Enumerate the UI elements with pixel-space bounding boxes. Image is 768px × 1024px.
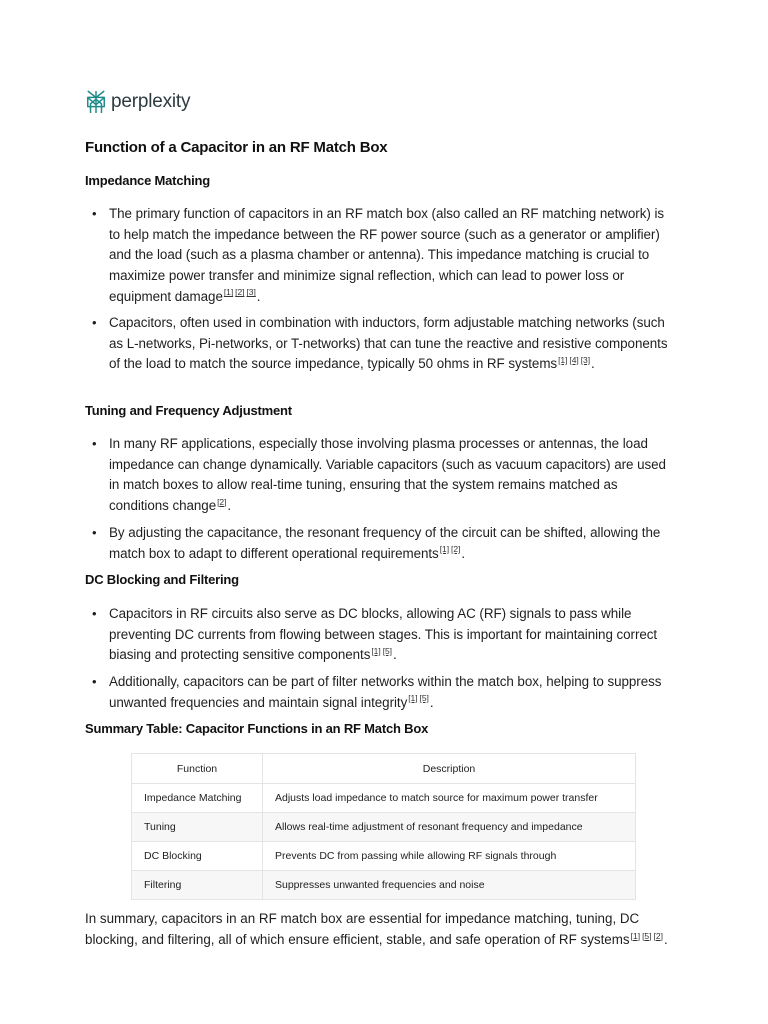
- citation-link[interactable]: [1]: [558, 354, 568, 365]
- list-item: • In many RF applications, especially those involving plasma processes or antennas, the load impedance can change dynamically. Variable capacitors (such as vacuum capacitors) are used in match boxes to allow real-time tuning, ensuring that the system remains matched as conditions change[2].: [92, 436, 666, 514]
- list-item: • Additionally, capacitors can be part of filter networks within the match box, helping to suppress unwanted frequencies and maintain signal integrity[1] [5].: [92, 674, 662, 710]
- section-heading-tuning: Tuning and Frequency Adjustment: [85, 403, 292, 418]
- bullet-text: By adjusting the capacitance, the resonant frequency of the circuit can be shifted, allowing the match box to adapt to different operational requirements: [109, 525, 661, 561]
- citation-link[interactable]: [1]: [371, 645, 381, 656]
- table-header-row: [132, 754, 636, 784]
- citation-link[interactable]: [2]: [653, 930, 663, 941]
- citation-link[interactable]: [2]: [217, 496, 227, 507]
- section-heading-impedance: Impedance Matching: [85, 173, 210, 188]
- table-cell: Allows real-time adjustment of resonant frequency and impedance: [263, 813, 636, 842]
- table-cell: Prevents DC from passing while allowing RF signals through: [263, 842, 636, 871]
- citation-link[interactable]: [2]: [451, 544, 461, 555]
- table-cell: Impedance Matching: [132, 784, 263, 813]
- table-cell: Filtering: [132, 871, 263, 900]
- citation-link[interactable]: [5]: [419, 693, 429, 704]
- bullet-dot: •: [92, 525, 97, 540]
- list-item: • Capacitors, often used in combination with inductors, form adjustable matching networks (such as L-networks, Pi-networks, or T-networks) that can tune the reactive and resistive components of the load to match the source impedance, typically 50 ohms in RF systems[1] [4] [3].: [92, 315, 668, 372]
- table-row: [132, 784, 636, 813]
- bullet-text: In many RF applications, especially those involving plasma processes or antennas, the load impedance can change dynamically. Variable capacitors (such as vacuum capacitors) are used in match boxes to allow real-time tuning, ensuring that the system remains matched as conditions change: [109, 436, 666, 514]
- citation-link[interactable]: [1]: [408, 693, 418, 704]
- bullet-text: The primary function of capacitors in an RF match box (also called an RF matching network) is to help match the impedance between the RF power source (such as a generator or amplifier) and the load (such as a plasma chamber or antenna). This impedance matching is crucial to maximize power transfer and minimize signal reflection, which can lead to power loss or equipment damage: [109, 206, 665, 304]
- bullet-dot: •: [92, 206, 97, 221]
- column-header-function: Function: [132, 754, 263, 784]
- bullet-dot: •: [92, 674, 97, 689]
- table-heading: Summary Table: Capacitor Functions in an RF Match Box: [85, 721, 429, 736]
- table-cell: Adjusts load impedance to match source for maximum power transfer: [263, 784, 636, 813]
- column-header-description: Description: [263, 754, 636, 784]
- perplexity-logo[interactable]: [85, 88, 190, 116]
- summary-table: [131, 753, 636, 900]
- table-row: [132, 871, 636, 900]
- summary-paragraph: In summary, capacitors in an RF match box are essential for impedance matching, tuning, DC blocking, and filtering, all of which ensure efficient, stable, and safe operation of RF systems[1] [5] [2].: [85, 911, 668, 947]
- citation-link[interactable]: [4]: [569, 354, 579, 365]
- section-heading-dc-blocking: DC Blocking and Filtering: [85, 572, 239, 587]
- table-cell: Tuning: [132, 813, 263, 842]
- citation-link[interactable]: [1]: [223, 287, 234, 298]
- bullet-dot: •: [92, 315, 97, 330]
- table-row: [132, 842, 636, 871]
- table-cell: DC Blocking: [132, 842, 263, 871]
- list-item: • The primary function of capacitors in an RF match box (also called an RF matching network) is to help match the impedance between the RF power source (such as a generator or amplifier) and the load (such as a plasma chamber or antenna). This impedance matching is crucial to maximize power transfer and minimize signal reflection, which can lead to power loss or equipment damage[1] [2] [3].: [92, 206, 665, 304]
- summary-text: In summary, capacitors in an RF match box are essential for impedance matching, tuning, DC blocking, and filtering, all of which ensure efficient, stable, and safe operation of RF systems: [85, 911, 640, 947]
- bullet-dot: •: [92, 606, 97, 621]
- list-item: • Capacitors in RF circuits also serve as DC blocks, allowing AC (RF) signals to pass while preventing DC currents from flowing between stages. This is important for maintaining correct biasing and protecting sensitive components[1] [5].: [92, 606, 658, 663]
- bullet-text: Capacitors, often used in combination with inductors, form adjustable matching networks (such as L-networks, Pi-networks, or T-networks) that can tune the reactive and resistive components of the load to match the source impedance, typically 50 ohms in RF systems: [109, 315, 668, 372]
- bullet-dot: •: [92, 436, 97, 451]
- table-row: [132, 813, 636, 842]
- citation-link[interactable]: [5]: [382, 645, 392, 656]
- page-title: Function of a Capacitor in an RF Match Box: [85, 139, 388, 156]
- citation-link[interactable]: [1]: [630, 930, 641, 941]
- citation-link[interactable]: [2]: [235, 287, 245, 298]
- bullet-text: Capacitors in RF circuits also serve as DC blocks, allowing AC (RF) signals to pass while preventing DC currents from flowing between stages. This is important for maintaining correct biasing and protecting sensitive components: [109, 606, 658, 663]
- bullet-text: Additionally, capacitors can be part of filter networks within the match box, helping to suppress unwanted frequencies and maintain signal integrity: [109, 674, 662, 710]
- citation-link[interactable]: [3]: [246, 287, 256, 298]
- list-item: • By adjusting the capacitance, the resonant frequency of the circuit can be shifted, allowing the match box to adapt to different operational requirements[1] [2].: [92, 525, 661, 561]
- table-cell: Suppresses unwanted frequencies and noise: [263, 871, 636, 900]
- logo-text: perplexity: [111, 91, 191, 112]
- citation-link[interactable]: [1]: [439, 544, 450, 555]
- perplexity-logo-icon: [85, 89, 107, 115]
- citation-link[interactable]: [3]: [580, 354, 591, 365]
- citation-link[interactable]: [5]: [642, 930, 652, 941]
